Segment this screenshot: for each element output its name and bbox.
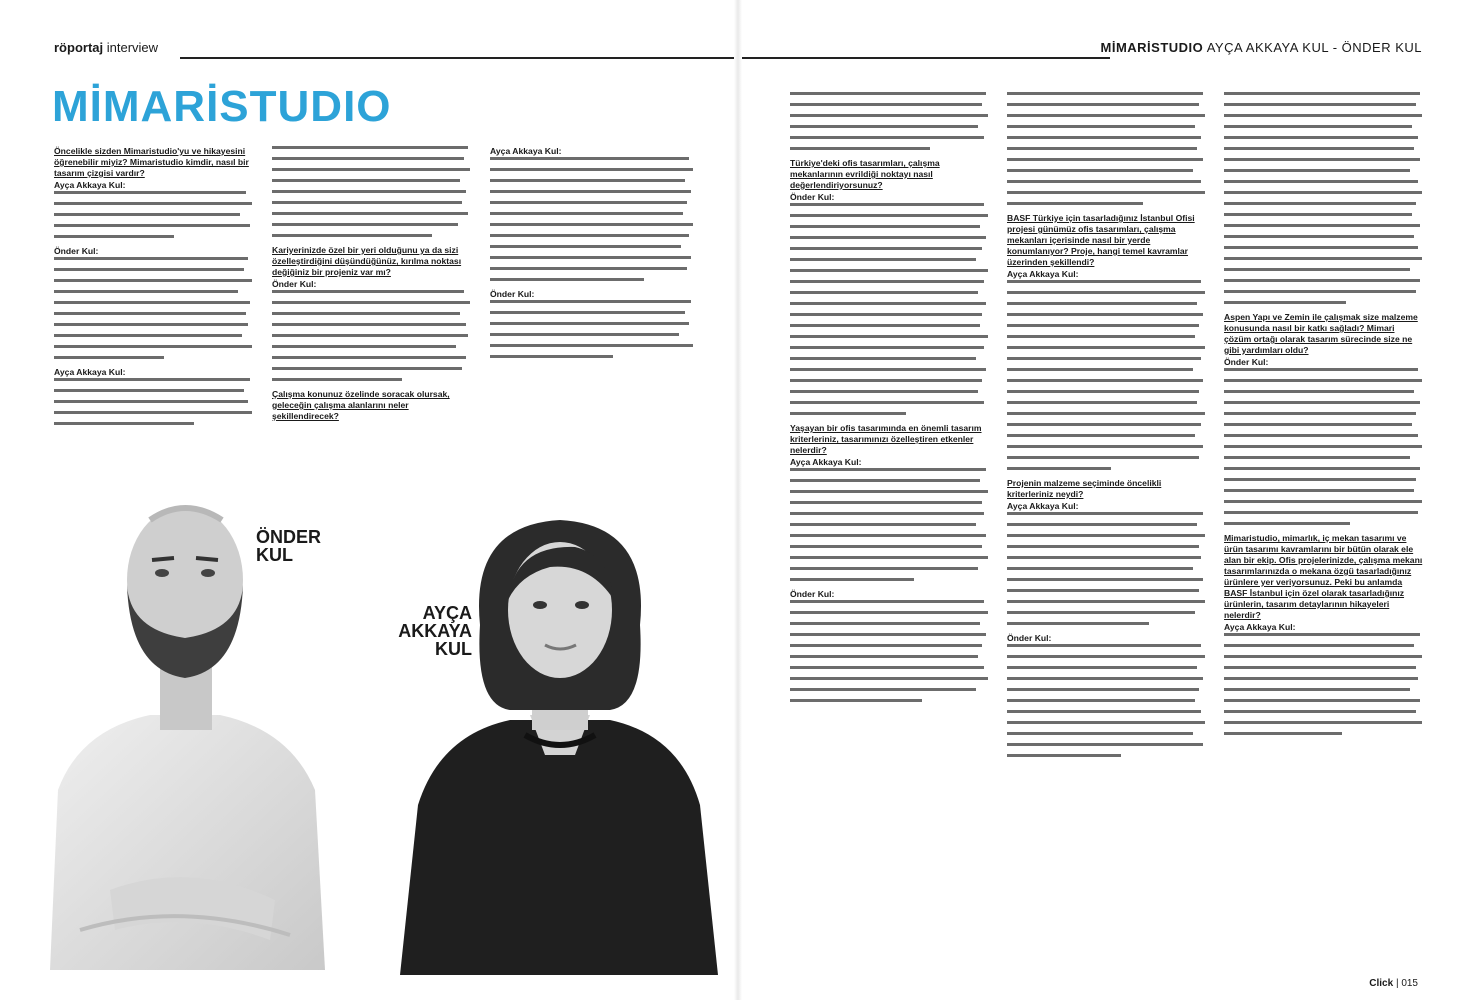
answer-text [790, 92, 990, 150]
answer-text [272, 146, 472, 237]
answer-text [1224, 633, 1424, 735]
answer-text [1007, 280, 1207, 470]
onder-name-label [256, 528, 321, 564]
running-head-brand: MİMARİSTUDIO [1100, 40, 1204, 55]
column-5 [1007, 92, 1207, 765]
speaker-ayca-2: Ayça Akkaya Kul: [54, 367, 126, 377]
speaker-ayca-6: Ayça Akkaya Kul: [1007, 501, 1079, 511]
speaker-ayca-5: Ayça Akkaya Kul: [1007, 269, 1079, 279]
question-6: BASF Türkiye için tasarladığınız İstanbul Ofisi projesi günümüz ofis tasarımları, çalışma mekanları içerisinde nasıl bir yerde konumlanıyor? Proje, hangi temel kavramlar üzerinden şekillendi? [1007, 213, 1195, 267]
answer-text [54, 378, 254, 425]
section-label [54, 40, 158, 55]
question-8: Aspen Yapı ve Zemin ile çalışmak size malzeme konusunda nasıl bir katkı sağladı? Mimari çözüm ortağı olarak tasarım sürecinde size ne gibi yardımları oldu? [1224, 312, 1418, 355]
answer-text [790, 600, 990, 702]
page-footer [1369, 978, 1418, 989]
speaker-onder-4: Önder Kul: [790, 192, 835, 202]
speaker-onder-6: Önder Kul: [1007, 633, 1052, 643]
name-line: ÖNDER [256, 527, 322, 547]
name-line: AKKAYA [398, 621, 472, 641]
answer-text [54, 257, 254, 359]
answer-text [790, 468, 990, 581]
column-6 [1224, 92, 1424, 743]
answer-text [54, 191, 254, 238]
question-5: Yaşayan bir ofis tasarımında en önemli tasarım kriterleriniz, tasarımınızı özelleştiren etkenler nelerdir? [790, 423, 982, 455]
question-2: Kariyerinizde özel bir yeri olduğunu ya da sizi özelleştirdiğini düşündüğünüz, kırılma noktası değiğiniz bir projeniz var mı? [272, 245, 462, 277]
answer-text [272, 290, 472, 381]
speaker-onder-3: Önder Kul: [490, 289, 535, 299]
answer-text [1007, 512, 1207, 625]
question-4: Türkiye'deki ofis tasarımları, çalışma mekanlarının evrildiği noktayı nasıl değerlendiriyorsunuz? [790, 158, 940, 190]
page-gutter [734, 0, 742, 1000]
ayca-akkaya-kul-photo [400, 505, 720, 975]
section-label-bold: röportaj [54, 40, 104, 55]
name-line: KUL [435, 639, 472, 659]
speaker-ayca-7: Ayça Akkaya Kul: [1224, 622, 1296, 632]
speaker-onder-2: Önder Kul: [272, 279, 317, 289]
answer-text [1224, 92, 1424, 304]
answer-text [490, 300, 695, 358]
running-head [1101, 40, 1423, 55]
speaker-onder-7: Önder Kul: [1224, 357, 1269, 367]
question-9: Mimaristudio, mimarlık, iç mekan tasarımı ve ürün tasarımı kavramlarını bir bütün olarak ele alan bir ekip. Ofis projelerinizde, çalışma mekanı tasarımlarınızda o mekana özgü tasarladığınız ürünlere yer veriyorsunuz. Peki bu anlamda BASF İstanbul için özel olarak tasarladığınız ürünlerin, tasarım detaylarının hikayeleri nelerdir? [1224, 533, 1423, 620]
answer-text [790, 203, 990, 415]
column-1 [54, 146, 254, 433]
speaker-onder-5: Önder Kul: [790, 589, 835, 599]
speaker-onder-1: Önder Kul: [54, 246, 99, 256]
section-label-light: interview [106, 40, 159, 55]
ayca-name-label [398, 604, 472, 658]
question-1: Öncelikle sizden Mimaristudio'yu ve hikayesini öğrenebilir miyiz? Mimaristudio kimdir, nasıl bir tasarım çizgisi vardır? [54, 146, 249, 178]
answer-text [1224, 368, 1424, 525]
name-line: AYÇA [422, 603, 472, 623]
speaker-ayca-3: Ayça Akkaya Kul: [490, 146, 562, 156]
name-line: KUL [256, 545, 293, 565]
speaker-ayca-1: Ayça Akkaya Kul: [54, 180, 126, 190]
question-7: Projenin malzeme seçiminde öncelikli kriterleriniz neydi? [1007, 478, 1162, 499]
running-head-people: AYÇA AKKAYA KUL - ÖNDER KUL [1206, 40, 1422, 55]
article-title: MİMARİSTUDIO [52, 82, 392, 131]
answer-text [1007, 644, 1207, 757]
question-3: Çalışma konunuz özelinde soracak olursak, geleceğin çalışma alanlarını neler şekillendirecek? [272, 389, 450, 421]
page-number: | 015 [1395, 978, 1418, 989]
header-rule [180, 57, 1110, 59]
answer-text [490, 157, 695, 281]
magazine-name: Click [1369, 978, 1394, 989]
answer-text [1007, 92, 1207, 205]
column-4 [790, 92, 990, 710]
speaker-ayca-4: Ayça Akkaya Kul: [790, 457, 862, 467]
column-3 [490, 146, 695, 366]
column-2 [272, 146, 472, 423]
